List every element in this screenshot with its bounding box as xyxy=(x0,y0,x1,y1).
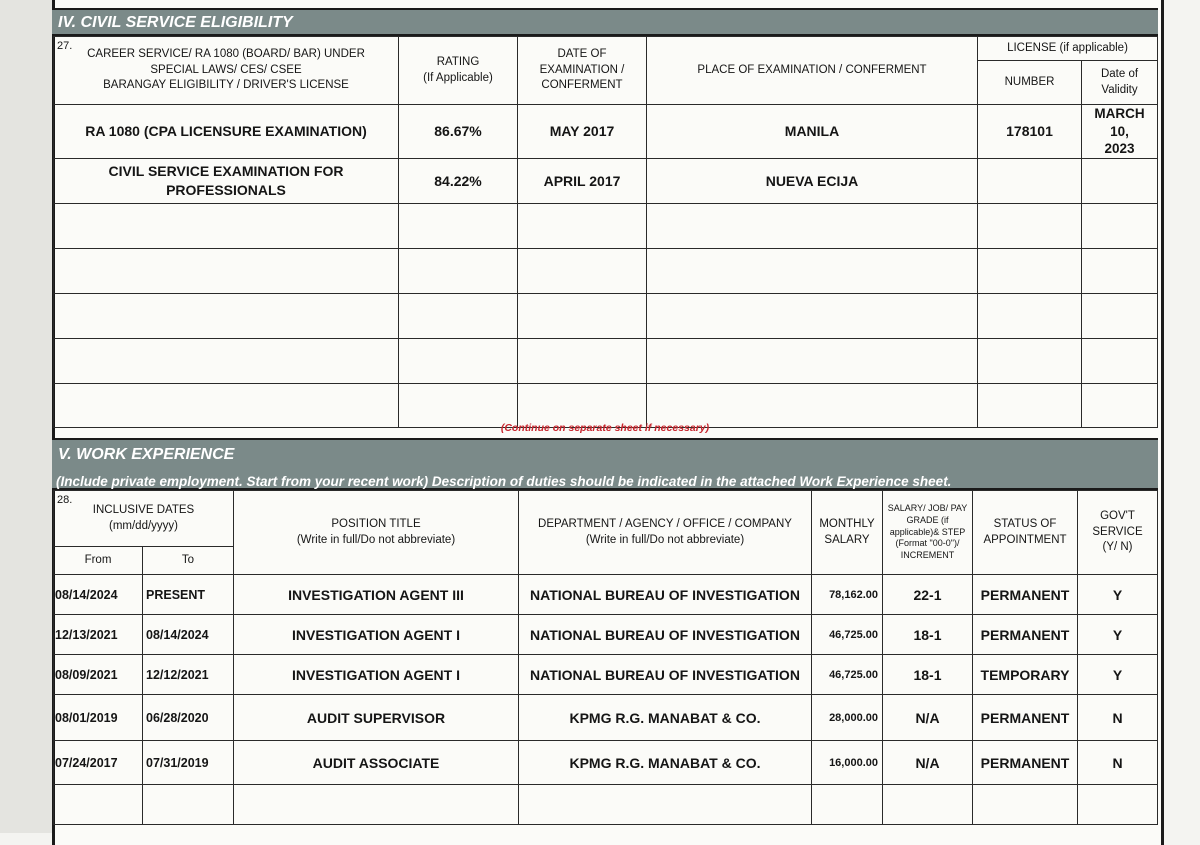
position-header-line1: POSITION TITLE xyxy=(331,517,421,530)
dept-header-line1: DEPARTMENT / AGENCY / OFFICE / COMPANY xyxy=(538,517,792,530)
govt-cell: N xyxy=(1078,695,1158,741)
career-cell xyxy=(54,158,399,203)
empty-row xyxy=(54,785,1158,825)
validity-header-line2: Validity xyxy=(1101,83,1138,96)
from-cell: 07/24/2017 xyxy=(54,741,143,785)
salary-header-line2: SALARY xyxy=(824,533,870,546)
grade-header-line2: GRADE (if xyxy=(906,514,949,525)
eligibility-row xyxy=(54,158,1158,203)
rating-cell: 84.22% xyxy=(399,158,518,203)
date-exam-header xyxy=(518,37,647,105)
position-cell: AUDIT SUPERVISOR xyxy=(234,695,519,741)
work-experience-table xyxy=(53,490,1158,825)
govt-header-line3: (Y/ N) xyxy=(1102,541,1133,554)
validity-header xyxy=(1082,61,1158,105)
career-line2: PROFESSIONALS xyxy=(166,181,286,198)
place-cell: MANILA xyxy=(647,105,978,159)
empty-row xyxy=(54,203,1158,248)
rating-header xyxy=(399,37,518,105)
to-cell: 07/31/2019 xyxy=(143,741,234,785)
monthly-salary-header xyxy=(812,491,883,575)
from-cell: 08/01/2019 xyxy=(54,695,143,741)
grade-header-line5: INCREMENT xyxy=(900,550,955,561)
govt-header-line2: SERVICE xyxy=(1092,525,1143,538)
dates-header-line1: INCLUSIVE DATES xyxy=(92,503,195,516)
department-cell: NATIONAL BUREAU OF INVESTIGATION xyxy=(519,615,812,655)
status-header-line2: APPOINTMENT xyxy=(983,533,1067,546)
empty-row xyxy=(54,338,1158,383)
to-cell: 12/12/2021 xyxy=(143,655,234,695)
career-header-line2: SPECIAL LAWS/ CES/ CSEE xyxy=(150,63,302,76)
pay-grade-header xyxy=(883,491,973,575)
license-number-header: NUMBER xyxy=(978,61,1082,105)
position-cell: INVESTIGATION AGENT III xyxy=(234,575,519,615)
validity-cell xyxy=(1082,158,1158,203)
work-row xyxy=(54,741,1158,785)
to-cell: 08/14/2024 xyxy=(143,615,234,655)
section-v-subtitle: (Include private employment. Start from your recent work) Description of duties should be indicated in the attached Work Experience sheet. xyxy=(56,474,952,489)
section-v-header xyxy=(52,438,1158,490)
grade-cell: 22-1 xyxy=(883,575,973,615)
license-number-cell xyxy=(978,158,1082,203)
section-v-title: V. WORK EXPERIENCE xyxy=(58,446,235,463)
date-cell: APRIL 2017 xyxy=(518,158,647,203)
eligibility-table xyxy=(53,36,1158,428)
govt-cell: Y xyxy=(1078,615,1158,655)
status-cell: PERMANENT xyxy=(973,615,1078,655)
place-header: PLACE OF EXAMINATION / CONFERMENT xyxy=(647,37,978,105)
from-cell: 08/14/2024 xyxy=(54,575,143,615)
from-header: From xyxy=(54,547,143,575)
position-title-header xyxy=(234,491,519,575)
empty-row xyxy=(54,248,1158,293)
position-cell: INVESTIGATION AGENT I xyxy=(234,615,519,655)
salary-cell: 46,725.00 xyxy=(812,655,883,695)
section-iv-title: IV. CIVIL SERVICE ELIGIBILITY xyxy=(58,14,293,31)
dates-header-line2: (mm/dd/yyyy) xyxy=(109,519,178,532)
work-row xyxy=(54,575,1158,615)
govt-header-line1: GOV'T xyxy=(1100,510,1135,523)
status-cell: TEMPORARY xyxy=(973,655,1078,695)
from-cell: 08/09/2021 xyxy=(54,655,143,695)
grade-cell: N/A xyxy=(883,741,973,785)
rating-header-line2: (If Applicable) xyxy=(423,71,493,84)
date-header-line1: DATE OF xyxy=(557,48,607,61)
work-row xyxy=(54,615,1158,655)
from-cell: 12/13/2021 xyxy=(54,615,143,655)
career-service-header xyxy=(54,37,399,105)
department-header xyxy=(519,491,812,575)
salary-cell: 16,000.00 xyxy=(812,741,883,785)
validity-line1: MARCH 10, xyxy=(1094,106,1145,139)
rating-cell: 86.67% xyxy=(399,105,518,159)
position-cell: INVESTIGATION AGENT I xyxy=(234,655,519,695)
empty-row xyxy=(54,383,1158,427)
department-cell: NATIONAL BUREAU OF INVESTIGATION xyxy=(519,655,812,695)
grade-cell: 18-1 xyxy=(883,655,973,695)
to-cell: PRESENT xyxy=(143,575,234,615)
eligibility-row xyxy=(54,105,1158,159)
section-iv-header xyxy=(52,8,1158,36)
position-cell: AUDIT ASSOCIATE xyxy=(234,741,519,785)
item-number-28: 28. xyxy=(57,494,73,506)
career-header-line1: CAREER SERVICE/ RA 1080 (BOARD/ BAR) UNDER xyxy=(87,48,365,61)
status-header xyxy=(973,491,1078,575)
salary-cell: 28,000.00 xyxy=(812,695,883,741)
salary-cell: 78,162.00 xyxy=(812,575,883,615)
item-number-27: 27. xyxy=(57,40,73,52)
grade-header-line3: applicable)& STEP xyxy=(889,526,966,537)
status-cell: PERMANENT xyxy=(973,575,1078,615)
salary-header-line1: MONTHLY xyxy=(819,517,875,530)
rating-header-line1: RATING xyxy=(436,55,480,68)
govt-service-header xyxy=(1078,491,1158,575)
status-header-line1: STATUS OF xyxy=(993,517,1057,530)
salary-cell: 46,725.00 xyxy=(812,615,883,655)
career-header-line3: BARANGAY ELIGIBILITY / DRIVER'S LICENSE xyxy=(103,79,349,92)
left-margin xyxy=(0,0,52,833)
validity-header-line1: Date of xyxy=(1100,67,1139,80)
govt-cell: N xyxy=(1078,741,1158,785)
inclusive-dates-header xyxy=(54,491,234,547)
work-row xyxy=(54,655,1158,695)
grade-cell: 18-1 xyxy=(883,615,973,655)
career-cell: RA 1080 (CPA LICENSURE EXAMINATION) xyxy=(54,105,399,159)
work-row xyxy=(54,695,1158,741)
career-line1: CIVIL SERVICE EXAMINATION FOR xyxy=(108,163,344,180)
department-cell: KPMG R.G. MANABAT & CO. xyxy=(519,741,812,785)
to-cell: 06/28/2020 xyxy=(143,695,234,741)
grade-header-line4: (Format "00-0")/ xyxy=(895,538,960,549)
date-header-line2: EXAMINATION / xyxy=(539,63,625,76)
department-cell: KPMG R.G. MANABAT & CO. xyxy=(519,695,812,741)
govt-cell: Y xyxy=(1078,655,1158,695)
position-header-line2: (Write in full/Do not abbreviate) xyxy=(296,533,456,546)
continue-note: (Continue on separate sheet if necessary) xyxy=(500,422,710,434)
validity-cell xyxy=(1082,105,1158,159)
date-header-line3: CONFERMENT xyxy=(541,79,623,92)
department-cell: NATIONAL BUREAU OF INVESTIGATION xyxy=(519,575,812,615)
license-header: LICENSE (if applicable) xyxy=(978,37,1158,61)
validity-line2: 2023 xyxy=(1104,141,1135,157)
govt-cell: Y xyxy=(1078,575,1158,615)
license-number-cell: 178101 xyxy=(978,105,1082,159)
dept-header-line2: (Write in full/Do not abbreviate) xyxy=(585,533,745,546)
grade-header-line1: SALARY/ JOB/ PAY xyxy=(887,503,968,514)
status-cell: PERMANENT xyxy=(973,741,1078,785)
empty-row xyxy=(54,293,1158,338)
grade-cell: N/A xyxy=(883,695,973,741)
status-cell: PERMANENT xyxy=(973,695,1078,741)
place-cell: NUEVA ECIJA xyxy=(647,158,978,203)
to-header: To xyxy=(143,547,234,575)
date-cell: MAY 2017 xyxy=(518,105,647,159)
